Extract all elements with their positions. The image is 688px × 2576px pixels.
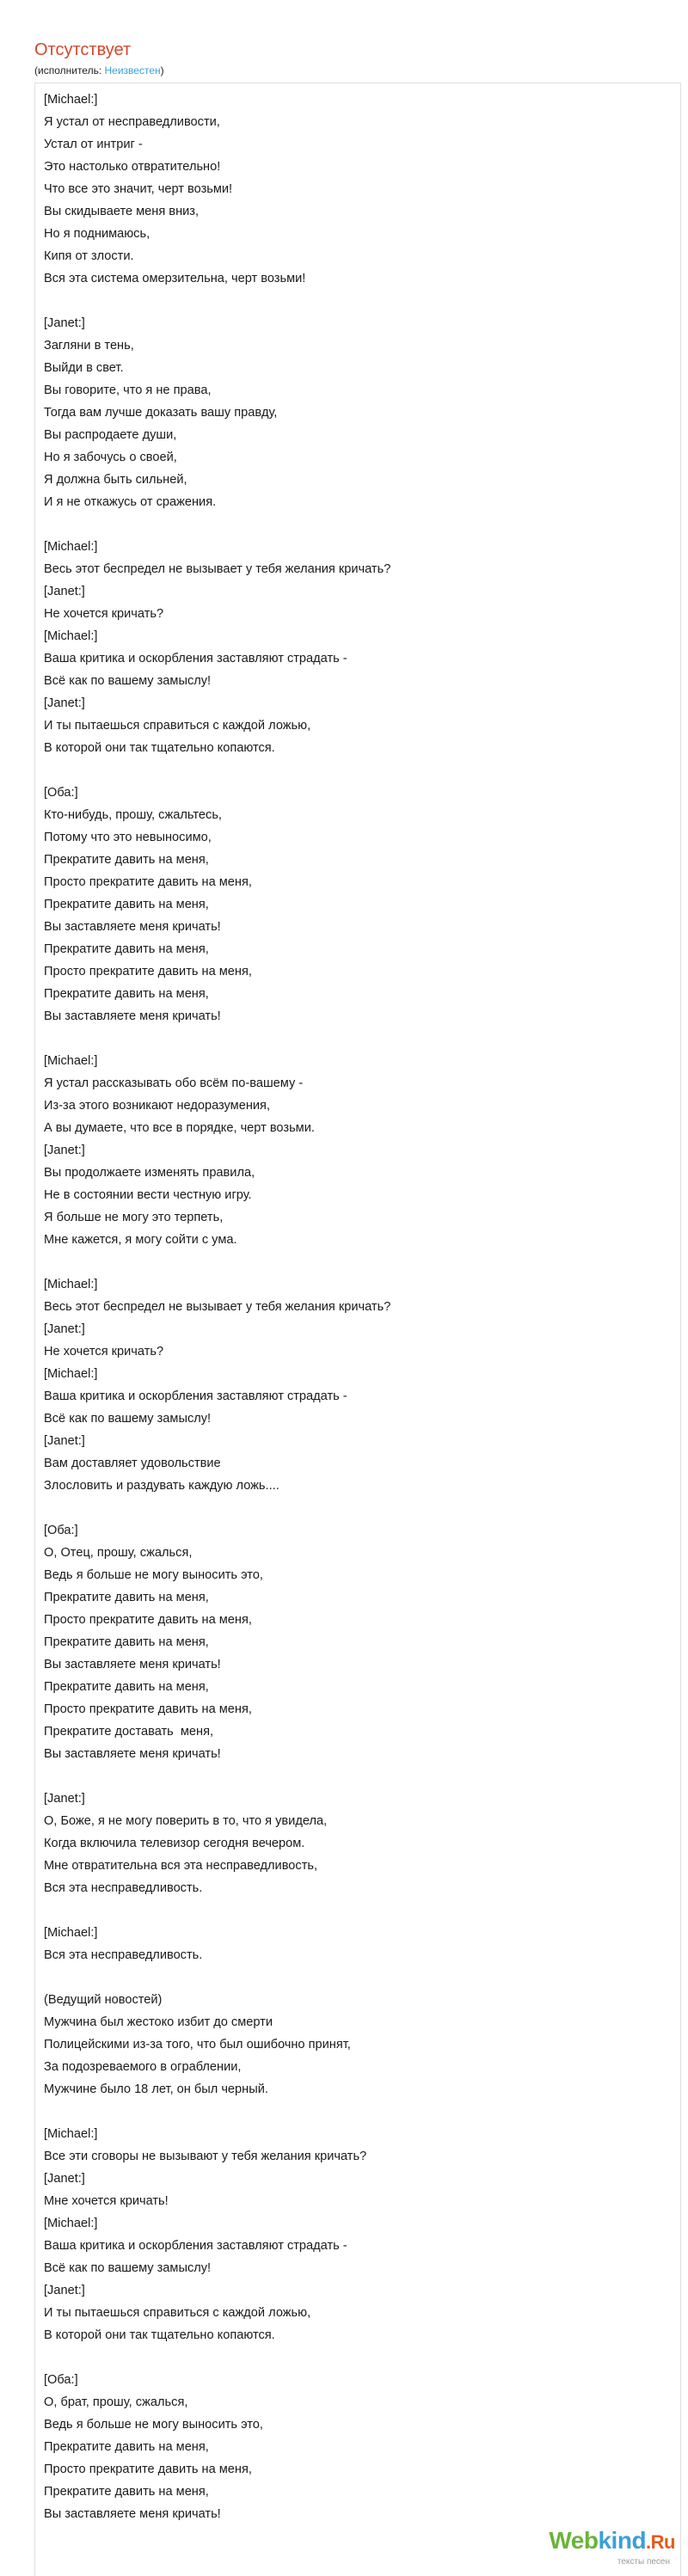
logo-part-web: Web xyxy=(549,2527,599,2554)
artist-link[interactable]: Неизвестен xyxy=(104,64,161,77)
artist-prefix: (исполнитель: xyxy=(34,64,105,77)
artist-line xyxy=(34,64,164,77)
lyrics-page xyxy=(26,24,688,2571)
lyrics-text: [Michael:] Я устал от несправедливости, Устал от интриг - Это настолько отвратительно! Что все это значит, черт возьми! Вы скидываете меня вниз, Но я поднимаюсь, Кипя от злости. Вся эта система омерзительна, черт возьми! [Janet:] Загляни в тень, Выйди в свет. Вы говорите, что я не права, Тогда вам лучше доказать вашу правду, Вы распродаете души, Но я забочусь о своей, Я должна быть сильней, И я не откажусь от сражения. [Michael:] Весь этот беспредел не вызывает у тебя желания кричать? [Janet:] Не хочется кричать? [Michael:] Ваша критика и оскорбления заставляют страдать - Всё как по вашему замыслу! [Janet:] И ты пытаешься справиться с каждой ложью, В которой они так тщательно копаются. [Оба:] Кто-нибудь, прошу, сжальтесь, Потому что это невыносимо, Прекратите давить на меня, Просто прекратите давить на меня, Прекратите давить на меня, Вы заставляете меня кричать! Прекратите давить на меня, Просто прекратите давить на меня, Прекратите давить на меня, Вы заставляете меня кричать! [Michael:] Я устал рассказывать обо всём по-вашему - Из-за этого возникают недоразумения, А вы думаете, что все в порядке, черт возьми. [Janet:] Вы продолжаете изменять правила, Не в состоянии вести честную игру. Я больше не могу это терпеть, Мне кажется, я могу сойти с ума. [Michael:] Весь этот беспредел не вызывает у тебя желания кричать? [Janet:] Не хочется кричать? [Michael:] Ваша критика и оскорбления заставляют страдать - Всё как по вашему замыслу! [Janet:] Вам доставляет удовольствие Злословить и раздувать каждую ложь.... [Оба:] О, Отец, прошу, сжалься, Ведь я больше не могу выносить это, Прекратите давить на меня, Просто прекратите давить на меня, Прекратите давить на меня, Вы заставляете меня кричать! Прекратите давить на меня, Просто прекратите давить на меня, Прекратите доставать меня, Вы заставляете меня кричать! [Janet:] О, Боже, я не могу поверить в то, что я увидела, Когда включила телевизор сегодня вечером. Мне отвратительна вся эта несправедливость, Вся эта несправедливость. [Michael:] Вся эта несправедливость. (Ведущий новостей) Мужчина был жестоко избит до смерти Полицейскими из-за того, что был ошибочно принят, За подозреваемого в ограблении, Мужчине было 18 лет, он был черный. [Michael:] Все эти сговоры не вызывают у тебя желания кричать? [Janet:] Мне хочется кричать! [Michael:] Ваша критика и оскорбления заставляют страдать - Всё как по вашему замыслу! [Janet:] И ты пытаешься справиться с каждой ложью, В которой они так тщательно копаются. [Оба:] О, брат, прошу, сжалься, Ведь я больше не могу выносить это, Прекратите давить на меня, Просто прекратите давить на меня, Прекратите давить на меня, Вы заставляете меня кричать! xyxy=(44,93,391,2521)
webkind-logo[interactable] xyxy=(503,2528,675,2567)
logo-part-ru: .Ru xyxy=(646,2531,675,2553)
logo-tagline: тексты песен xyxy=(617,2557,670,2567)
song-title: Отсутствует xyxy=(34,40,132,59)
logo-wordmark xyxy=(503,2528,675,2555)
logo-part-kind: kind xyxy=(598,2527,647,2554)
artist-suffix: ) xyxy=(160,64,164,77)
lyrics-sheet xyxy=(34,83,681,2576)
